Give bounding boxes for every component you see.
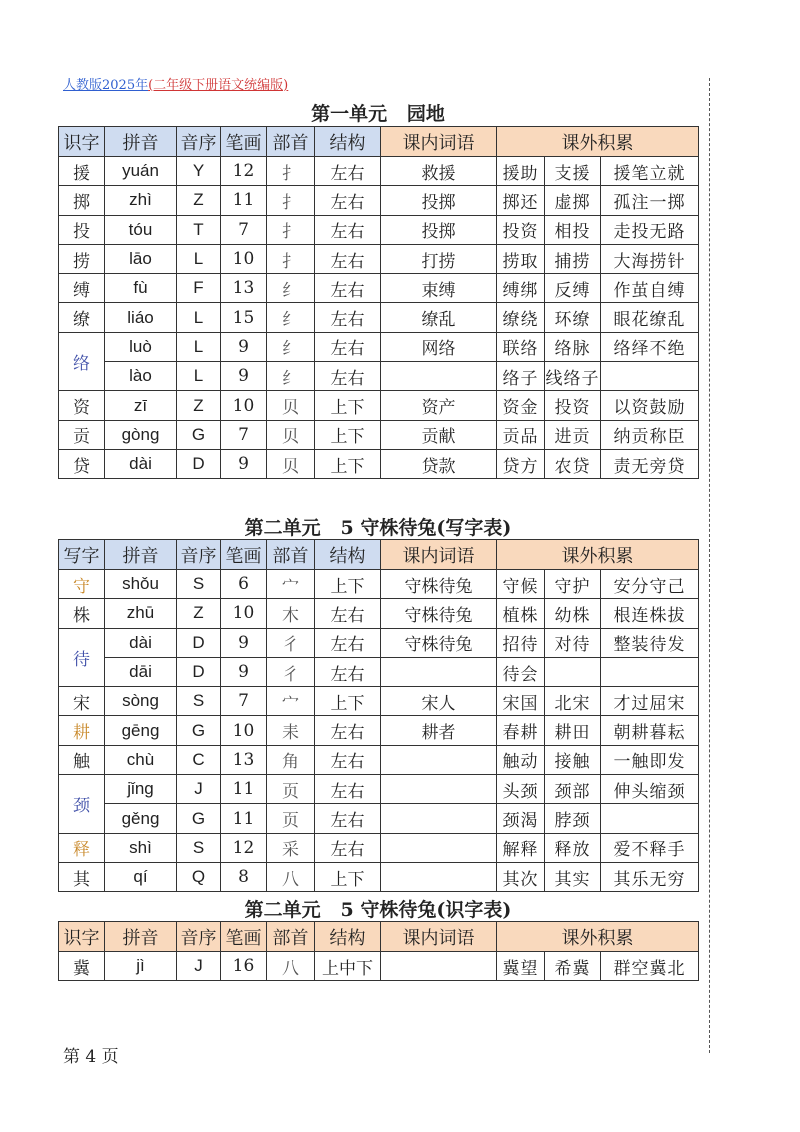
- structure-cell: 上下: [315, 420, 381, 449]
- extra-word-cell: 投资: [497, 215, 545, 244]
- hanzi-cell: 其: [59, 862, 105, 891]
- extra-idiom-cell: 才过屈宋: [601, 687, 699, 716]
- lesson-word-cell: 投掷: [381, 215, 497, 244]
- stroke-count-cell: 6: [221, 570, 267, 599]
- structure-cell: 左右: [315, 657, 381, 686]
- structure-cell: 左右: [315, 804, 381, 833]
- column-header: 课外积累: [497, 540, 699, 570]
- pinyin-cell: fù: [105, 274, 177, 303]
- pinyin-cell: liáo: [105, 303, 177, 332]
- stroke-count-cell: 11: [221, 186, 267, 215]
- extra-word-cell: 掷还: [497, 186, 545, 215]
- hanzi-cell: 捞: [59, 244, 105, 273]
- structure-cell: 左右: [315, 599, 381, 628]
- section2-title: 第二单元 5 守株待兔(写字表): [244, 517, 512, 539]
- hanzi-cell: 掷: [59, 186, 105, 215]
- lesson-word-cell: [381, 804, 497, 833]
- extra-idiom-cell: 孤注一掷: [601, 186, 699, 215]
- lesson-word-cell: 守株待兔: [381, 599, 497, 628]
- extra-word-cell: 待会: [497, 657, 545, 686]
- pinyin-cell: yuán: [105, 157, 177, 186]
- lesson-word-cell: [381, 952, 497, 981]
- column-header: 课外积累: [497, 922, 699, 952]
- letter-order-cell: G: [177, 716, 221, 745]
- section2-table: [58, 539, 699, 892]
- lesson-word-cell: 资产: [381, 391, 497, 420]
- extra-word-cell: [545, 657, 601, 686]
- structure-cell: 上下: [315, 862, 381, 891]
- hanzi-cell: 待: [59, 628, 105, 687]
- lesson-word-cell: [381, 362, 497, 391]
- column-header: 部首: [267, 922, 315, 952]
- stroke-count-cell: 11: [221, 804, 267, 833]
- lesson-word-cell: 缭乱: [381, 303, 497, 332]
- stroke-count-cell: 11: [221, 775, 267, 804]
- stroke-count-cell: 13: [221, 745, 267, 774]
- extra-word-cell: 虚掷: [545, 186, 601, 215]
- radical-cell: 纟: [267, 274, 315, 303]
- stroke-count-cell: 10: [221, 599, 267, 628]
- extra-word-cell: 进贡: [545, 420, 601, 449]
- structure-cell: 左右: [315, 362, 381, 391]
- lesson-word-cell: 耕者: [381, 716, 497, 745]
- extra-idiom-cell: 络绎不绝: [601, 332, 699, 361]
- hanzi-cell: 释: [59, 833, 105, 862]
- stroke-count-cell: 15: [221, 303, 267, 332]
- stroke-count-cell: 10: [221, 244, 267, 273]
- pinyin-cell: qí: [105, 862, 177, 891]
- pinyin-cell: shì: [105, 833, 177, 862]
- extra-idiom-cell: 伸头缩颈: [601, 775, 699, 804]
- extra-idiom-cell: 朝耕暮耘: [601, 716, 699, 745]
- stroke-count-cell: 7: [221, 215, 267, 244]
- table-row: [59, 599, 699, 628]
- radical-cell: 宀: [267, 687, 315, 716]
- column-header: 拼音: [105, 127, 177, 157]
- letter-order-cell: F: [177, 274, 221, 303]
- stroke-count-cell: 10: [221, 391, 267, 420]
- lesson-word-cell: 宋人: [381, 687, 497, 716]
- pinyin-cell: gòng: [105, 420, 177, 449]
- radical-cell: 八: [267, 952, 315, 981]
- pinyin-cell: lào: [105, 362, 177, 391]
- extra-word-cell: 反缚: [545, 274, 601, 303]
- extra-word-cell: 春耕: [497, 716, 545, 745]
- letter-order-cell: G: [177, 420, 221, 449]
- stroke-count-cell: 10: [221, 716, 267, 745]
- letter-order-cell: C: [177, 745, 221, 774]
- lesson-word-cell: 守株待兔: [381, 570, 497, 599]
- hanzi-cell: 颈: [59, 775, 105, 834]
- structure-cell: 上下: [315, 570, 381, 599]
- column-header: 写字: [59, 540, 105, 570]
- column-header: 音序: [177, 127, 221, 157]
- lesson-word-cell: [381, 862, 497, 891]
- extra-word-cell: 贷方: [497, 449, 545, 478]
- radical-cell: 扌: [267, 244, 315, 273]
- extra-idiom-cell: 眼花缭乱: [601, 303, 699, 332]
- radical-cell: 扌: [267, 186, 315, 215]
- pinyin-cell: gēng: [105, 716, 177, 745]
- column-header: 结构: [315, 540, 381, 570]
- lesson-word-cell: 束缚: [381, 274, 497, 303]
- stroke-count-cell: 12: [221, 157, 267, 186]
- letter-order-cell: D: [177, 628, 221, 657]
- structure-cell: 左右: [315, 745, 381, 774]
- extra-word-cell: 解释: [497, 833, 545, 862]
- column-header: 部首: [267, 540, 315, 570]
- binding-dashed-line: [709, 78, 710, 1053]
- table-row: [59, 157, 699, 186]
- extra-word-cell: 接触: [545, 745, 601, 774]
- column-header: 笔画: [221, 922, 267, 952]
- extra-word-cell: 投资: [545, 391, 601, 420]
- extra-idiom-cell: 群空冀北: [601, 952, 699, 981]
- extra-word-cell: 守护: [545, 570, 601, 599]
- lesson-word-cell: 贷款: [381, 449, 497, 478]
- structure-cell: 上下: [315, 687, 381, 716]
- table-row: [59, 215, 699, 244]
- pinyin-cell: jì: [105, 952, 177, 981]
- extra-word-cell: 守候: [497, 570, 545, 599]
- extra-word-cell: 络脉: [545, 332, 601, 361]
- letter-order-cell: L: [177, 244, 221, 273]
- radical-cell: 贝: [267, 391, 315, 420]
- extra-idiom-cell: 其乐无穷: [601, 862, 699, 891]
- extra-word-cell: 援助: [497, 157, 545, 186]
- column-header: 拼音: [105, 540, 177, 570]
- stroke-count-cell: 9: [221, 362, 267, 391]
- table-row: [59, 628, 699, 657]
- hanzi-cell: 投: [59, 215, 105, 244]
- section3-table: [58, 921, 699, 981]
- letter-order-cell: Y: [177, 157, 221, 186]
- stroke-count-cell: 16: [221, 952, 267, 981]
- structure-cell: 上中下: [315, 952, 381, 981]
- extra-idiom-cell: 走投无路: [601, 215, 699, 244]
- lesson-word-cell: 打捞: [381, 244, 497, 273]
- table-row: [59, 303, 699, 332]
- pinyin-cell: zhì: [105, 186, 177, 215]
- letter-order-cell: D: [177, 657, 221, 686]
- extra-word-cell: 北宋: [545, 687, 601, 716]
- page-number: 第 4 页: [63, 1047, 119, 1067]
- extra-word-cell: 希冀: [545, 952, 601, 981]
- extra-idiom-cell: 大海捞针: [601, 244, 699, 273]
- extra-idiom-cell: 责无旁贷: [601, 449, 699, 478]
- pinyin-cell: chù: [105, 745, 177, 774]
- radical-cell: 扌: [267, 215, 315, 244]
- hanzi-cell: 株: [59, 599, 105, 628]
- letter-order-cell: S: [177, 687, 221, 716]
- document-header: [63, 74, 288, 93]
- stroke-count-cell: 13: [221, 274, 267, 303]
- extra-word-cell: 宋国: [497, 687, 545, 716]
- column-header: 结构: [315, 922, 381, 952]
- pinyin-cell: gěng: [105, 804, 177, 833]
- extra-idiom-cell: 爱不释手: [601, 833, 699, 862]
- column-header: 音序: [177, 922, 221, 952]
- extra-idiom-cell: 以资鼓励: [601, 391, 699, 420]
- radical-cell: 耒: [267, 716, 315, 745]
- structure-cell: 左右: [315, 833, 381, 862]
- structure-cell: 左右: [315, 244, 381, 273]
- hanzi-cell: 缭: [59, 303, 105, 332]
- pinyin-cell: sòng: [105, 687, 177, 716]
- hanzi-cell: 贡: [59, 420, 105, 449]
- extra-word-cell: 络子: [497, 362, 545, 391]
- structure-cell: 左右: [315, 303, 381, 332]
- section1-table: [58, 126, 699, 479]
- table-row: [59, 570, 699, 599]
- letter-order-cell: L: [177, 303, 221, 332]
- extra-idiom-cell: 根连株拔: [601, 599, 699, 628]
- column-header: 识字: [59, 922, 105, 952]
- radical-cell: 纟: [267, 303, 315, 332]
- extra-word-cell: 缚绑: [497, 274, 545, 303]
- extra-idiom-cell: 纳贡称臣: [601, 420, 699, 449]
- structure-cell: 左右: [315, 157, 381, 186]
- letter-order-cell: J: [177, 952, 221, 981]
- pinyin-cell: luò: [105, 332, 177, 361]
- pinyin-cell: zī: [105, 391, 177, 420]
- table-row: [59, 716, 699, 745]
- stroke-count-cell: 8: [221, 862, 267, 891]
- stroke-count-cell: 7: [221, 687, 267, 716]
- column-header: 课外积累: [497, 127, 699, 157]
- extra-word-cell: 线络子: [545, 362, 601, 391]
- radical-cell: 扌: [267, 157, 315, 186]
- extra-word-cell: 捕捞: [545, 244, 601, 273]
- column-header: 课内词语: [381, 540, 497, 570]
- extra-word-cell: 头颈: [497, 775, 545, 804]
- extra-idiom-cell: [601, 362, 699, 391]
- letter-order-cell: L: [177, 332, 221, 361]
- header-row: [59, 922, 699, 952]
- table-row: [59, 804, 699, 833]
- lesson-word-cell: 投掷: [381, 186, 497, 215]
- radical-cell: 页: [267, 804, 315, 833]
- hanzi-cell: 守: [59, 570, 105, 599]
- extra-word-cell: 其次: [497, 862, 545, 891]
- extra-word-cell: 招待: [497, 628, 545, 657]
- pinyin-cell: dāi: [105, 657, 177, 686]
- radical-cell: 八: [267, 862, 315, 891]
- table-row: [59, 775, 699, 804]
- letter-order-cell: L: [177, 362, 221, 391]
- structure-cell: 上下: [315, 449, 381, 478]
- radical-cell: 木: [267, 599, 315, 628]
- hanzi-cell: 耕: [59, 716, 105, 745]
- extra-word-cell: 植株: [497, 599, 545, 628]
- extra-word-cell: 脖颈: [545, 804, 601, 833]
- structure-cell: 左右: [315, 274, 381, 303]
- extra-idiom-cell: [601, 657, 699, 686]
- extra-idiom-cell: 作茧自缚: [601, 274, 699, 303]
- structure-cell: 左右: [315, 186, 381, 215]
- stroke-count-cell: 9: [221, 332, 267, 361]
- letter-order-cell: Z: [177, 391, 221, 420]
- column-header: 部首: [267, 127, 315, 157]
- extra-word-cell: 冀望: [497, 952, 545, 981]
- lesson-word-cell: [381, 745, 497, 774]
- hanzi-cell: 络: [59, 332, 105, 391]
- stroke-count-cell: 9: [221, 628, 267, 657]
- hanzi-cell: 援: [59, 157, 105, 186]
- extra-word-cell: 对待: [545, 628, 601, 657]
- letter-order-cell: D: [177, 449, 221, 478]
- extra-word-cell: 贡品: [497, 420, 545, 449]
- extra-word-cell: 幼株: [545, 599, 601, 628]
- stroke-count-cell: 12: [221, 833, 267, 862]
- extra-word-cell: 资金: [497, 391, 545, 420]
- stroke-count-cell: 9: [221, 657, 267, 686]
- column-header: 结构: [315, 127, 381, 157]
- letter-order-cell: T: [177, 215, 221, 244]
- radical-cell: 彳: [267, 657, 315, 686]
- lesson-word-cell: 网络: [381, 332, 497, 361]
- radical-cell: 贝: [267, 420, 315, 449]
- radical-cell: 纟: [267, 362, 315, 391]
- section3-title: 第二单元 5 守株待兔(识字表): [244, 899, 512, 921]
- extra-word-cell: 捞取: [497, 244, 545, 273]
- hanzi-cell: 贷: [59, 449, 105, 478]
- table-row: [59, 862, 699, 891]
- radical-cell: 页: [267, 775, 315, 804]
- hanzi-cell: 触: [59, 745, 105, 774]
- edition-label: (二年级下册语文统编版): [148, 78, 289, 93]
- column-header: 课内词语: [381, 922, 497, 952]
- stroke-count-cell: 9: [221, 449, 267, 478]
- table-row: [59, 332, 699, 361]
- table-row: [59, 687, 699, 716]
- pinyin-cell: lāo: [105, 244, 177, 273]
- pinyin-cell: jǐng: [105, 775, 177, 804]
- extra-idiom-cell: 援笔立就: [601, 157, 699, 186]
- table-row: [59, 362, 699, 391]
- structure-cell: 左右: [315, 332, 381, 361]
- hanzi-cell: 资: [59, 391, 105, 420]
- radical-cell: 彳: [267, 628, 315, 657]
- pinyin-cell: dài: [105, 449, 177, 478]
- radical-cell: 采: [267, 833, 315, 862]
- table-row: [59, 391, 699, 420]
- extra-word-cell: 其实: [545, 862, 601, 891]
- extra-word-cell: 耕田: [545, 716, 601, 745]
- pinyin-cell: dài: [105, 628, 177, 657]
- extra-word-cell: 缭绕: [497, 303, 545, 332]
- lesson-word-cell: 救援: [381, 157, 497, 186]
- publisher-label: 人教版2025年: [63, 78, 149, 93]
- letter-order-cell: Q: [177, 862, 221, 891]
- pinyin-cell: tóu: [105, 215, 177, 244]
- structure-cell: 左右: [315, 628, 381, 657]
- radical-cell: 角: [267, 745, 315, 774]
- structure-cell: 左右: [315, 775, 381, 804]
- column-header: 音序: [177, 540, 221, 570]
- hanzi-cell: 宋: [59, 687, 105, 716]
- column-header: 笔画: [221, 540, 267, 570]
- extra-idiom-cell: 整装待发: [601, 628, 699, 657]
- letter-order-cell: S: [177, 833, 221, 862]
- lesson-word-cell: [381, 775, 497, 804]
- section1-title: 第一单元 园地: [311, 103, 445, 125]
- letter-order-cell: Z: [177, 599, 221, 628]
- hanzi-cell: 冀: [59, 952, 105, 981]
- extra-word-cell: 颈部: [545, 775, 601, 804]
- column-header: 拼音: [105, 922, 177, 952]
- extra-word-cell: 相投: [545, 215, 601, 244]
- radical-cell: 纟: [267, 332, 315, 361]
- lesson-word-cell: 贡献: [381, 420, 497, 449]
- radical-cell: 贝: [267, 449, 315, 478]
- extra-idiom-cell: 安分守己: [601, 570, 699, 599]
- lesson-word-cell: [381, 657, 497, 686]
- table-row: [59, 274, 699, 303]
- extra-word-cell: 释放: [545, 833, 601, 862]
- structure-cell: 左右: [315, 215, 381, 244]
- column-header: 识字: [59, 127, 105, 157]
- table-row: [59, 952, 699, 981]
- table-row: [59, 657, 699, 686]
- letter-order-cell: J: [177, 775, 221, 804]
- extra-idiom-cell: [601, 804, 699, 833]
- table-row: [59, 745, 699, 774]
- table-row: [59, 186, 699, 215]
- pinyin-cell: zhū: [105, 599, 177, 628]
- extra-word-cell: 触动: [497, 745, 545, 774]
- lesson-word-cell: 守株待兔: [381, 628, 497, 657]
- extra-word-cell: 颈渴: [497, 804, 545, 833]
- header-row: [59, 127, 699, 157]
- extra-idiom-cell: 一触即发: [601, 745, 699, 774]
- extra-word-cell: 环缭: [545, 303, 601, 332]
- lesson-word-cell: [381, 833, 497, 862]
- extra-word-cell: 联络: [497, 332, 545, 361]
- column-header: 课内词语: [381, 127, 497, 157]
- extra-word-cell: 支援: [545, 157, 601, 186]
- column-header: 笔画: [221, 127, 267, 157]
- radical-cell: 宀: [267, 570, 315, 599]
- structure-cell: 上下: [315, 391, 381, 420]
- letter-order-cell: Z: [177, 186, 221, 215]
- extra-word-cell: 农贷: [545, 449, 601, 478]
- table-row: [59, 833, 699, 862]
- table-row: [59, 244, 699, 273]
- hanzi-cell: 缚: [59, 274, 105, 303]
- stroke-count-cell: 7: [221, 420, 267, 449]
- letter-order-cell: S: [177, 570, 221, 599]
- header-row: [59, 540, 699, 570]
- structure-cell: 左右: [315, 716, 381, 745]
- table-row: [59, 449, 699, 478]
- table-row: [59, 420, 699, 449]
- pinyin-cell: shǒu: [105, 570, 177, 599]
- letter-order-cell: G: [177, 804, 221, 833]
